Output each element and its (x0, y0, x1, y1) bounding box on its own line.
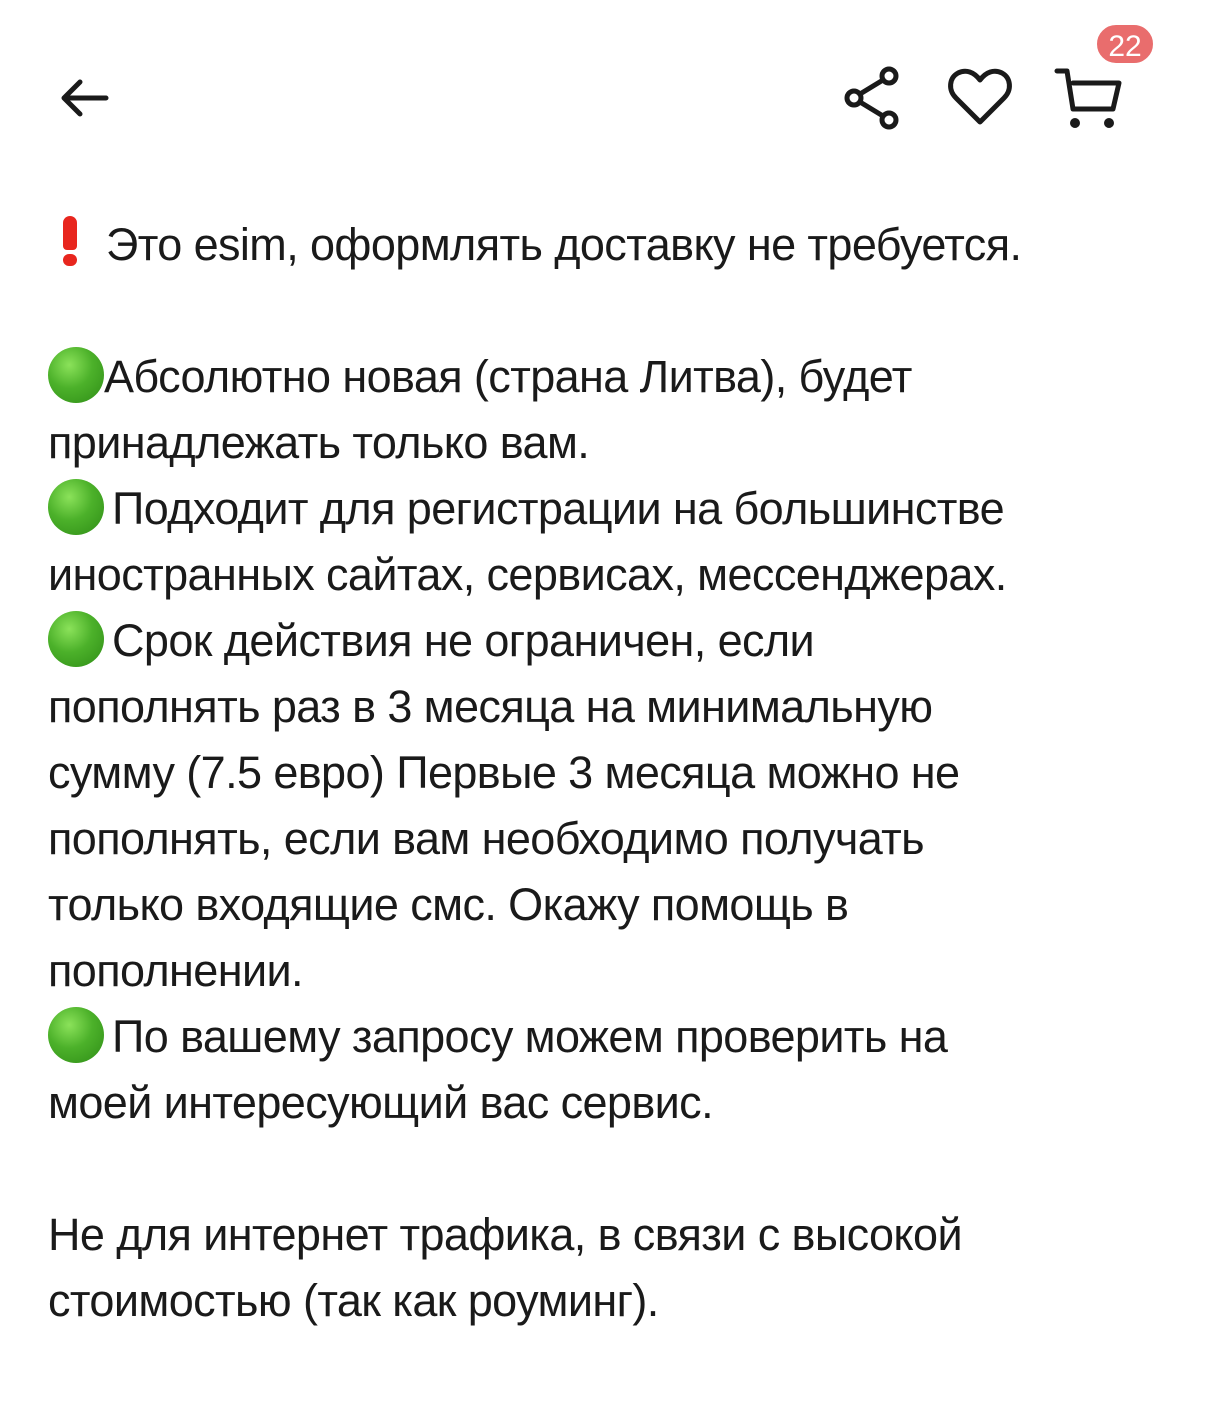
description-line: пополнении. (48, 945, 303, 996)
product-description (48, 212, 1168, 1334)
exclamation-icon (60, 216, 80, 266)
arrow-left-icon (54, 73, 114, 123)
description-line: Срок действия не ограничен, если (48, 608, 1168, 674)
description-line: иностранных сайтах, сервисах, мессенджерах. (48, 549, 1007, 600)
description-line: пополнять, если вам необходимо получать (48, 813, 925, 864)
description-line: Абсолютно новая (страна Литва), будет (48, 344, 1168, 410)
description-line: моей интересующий вас сервис. (48, 1077, 713, 1128)
blank-line (48, 1136, 1168, 1202)
description-line: сумму (7.5 евро) Первые 3 месяца можно не (48, 747, 960, 798)
cart-count-badge: 22 (1094, 22, 1156, 66)
description-line: только входящие смс. Окажу помощь в (48, 879, 849, 930)
cart-button[interactable] (1048, 58, 1128, 138)
notice-line (48, 212, 1168, 278)
description-line: Подходит для регистрации на большинстве (48, 476, 1168, 542)
share-button[interactable] (832, 58, 912, 138)
top-bar (0, 0, 1206, 170)
green-circle-icon (48, 479, 104, 535)
heart-icon (945, 66, 1015, 130)
footer-line: стоимостью (так как роуминг). (48, 1275, 659, 1326)
share-icon (839, 63, 905, 133)
green-circle-icon (48, 1007, 104, 1063)
description-line: По вашему запросу можем проверить на (48, 1004, 1168, 1070)
description-line: пополнять раз в 3 месяца на минимальную (48, 681, 933, 732)
blank-line (48, 278, 1168, 344)
green-circle-icon (48, 611, 104, 667)
footer-line: Не для интернет трафика, в связи с высокой (48, 1209, 962, 1260)
description-line: принадлежать только вам. (48, 417, 590, 468)
back-button[interactable] (48, 62, 120, 134)
cart-icon (1051, 61, 1125, 135)
green-circle-icon (48, 347, 104, 403)
favorite-button[interactable] (940, 58, 1020, 138)
notice-text: Это esim, оформлять доставку не требуется. (106, 219, 1022, 270)
